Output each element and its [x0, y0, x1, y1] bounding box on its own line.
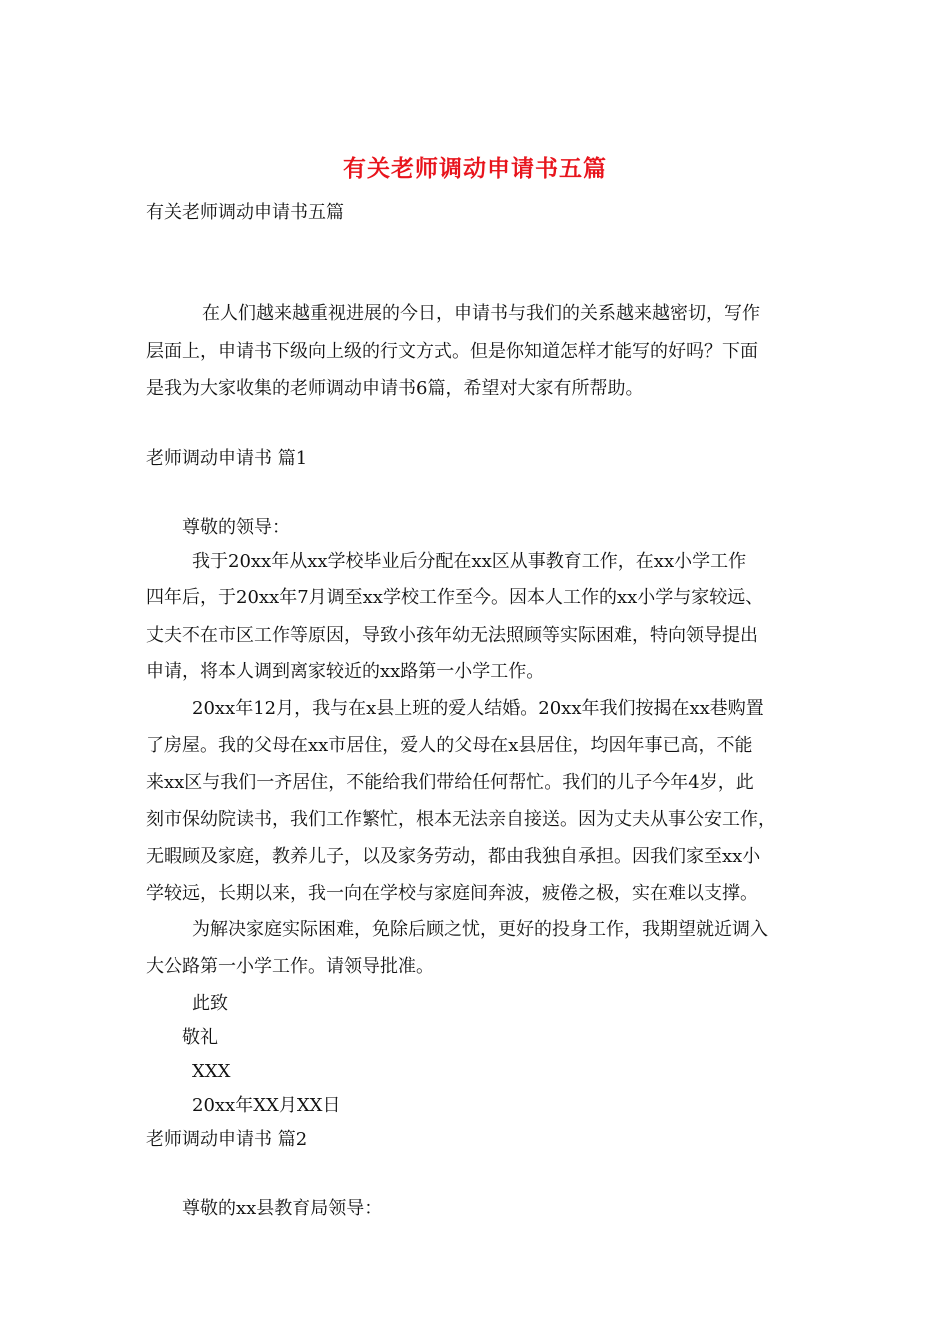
section1-para2-line-1: 20xx年12月，我与在x县上班的爱人结婚。20xx年我们按揭在xx巷购置 [192, 698, 764, 719]
section2-salutation: 尊敬的xx县教育局领导： [182, 1198, 383, 1219]
section1-para2-line-4: 刻市保幼院读书，我们工作繁忙，根本无法亲自接送。因为丈夫从事公安工作， [146, 809, 776, 830]
section1-para1-line-3: 丈夫不在市区工作等原因，导致小孩年幼无法照顾等实际困难，特向领导提出 [146, 625, 758, 646]
section1-para2-line-3: 来xx区与我们一齐居住，不能给我们带给任何帮忙。我们的儿子今年4岁，此 [146, 772, 754, 793]
section1-para3-line-2: 大公路第一小学工作。请领导批准。 [146, 956, 434, 977]
section2-heading: 老师调动申请书 篇2 [146, 1129, 308, 1150]
section1-para1-line-2: 四年后，于20xx年7月调至xx学校工作至今。因本人工作的xx小学与家较远、 [146, 587, 764, 608]
section1-salutation: 尊敬的领导： [182, 517, 290, 538]
section1-para2-line-2: 了房屋。我的父母在xx市居住，爱人的父母在x县居住，均因年事已高，不能 [146, 735, 753, 756]
document-title: 有关老师调动申请书五篇 [343, 155, 607, 182]
section1-para3-line-1: 为解决家庭实际困难，免除后顾之忧，更好的投身工作，我期望就近调入 [192, 919, 768, 940]
section1-closing-jingli: 敬礼 [182, 1027, 218, 1048]
intro-line-1: 在人们越来越重视进展的今日，申请书与我们的关系越来越密切，写作 [202, 303, 760, 324]
section1-date: 20xx年XX月XX日 [192, 1095, 341, 1116]
section1-signature: XXX [192, 1061, 231, 1082]
intro-line-3: 是我为大家收集的老师调动申请书6篇，希望对大家有所帮助。 [146, 378, 644, 399]
section1-closing-cizhi: 此致 [192, 993, 228, 1014]
section1-para2-line-6: 学较远，长期以来，我一向在学校与家庭间奔波，疲倦之极，实在难以支撑。 [146, 883, 758, 904]
intro-line-2: 层面上，申请书下级向上级的行文方式。但是你知道怎样才能写的好吗？下面 [146, 341, 758, 362]
section1-para2-line-5: 无暇顾及家庭，教养儿子，以及家务劳动，都由我独自承担。因我们家至xx小 [146, 846, 761, 867]
document-subtitle: 有关老师调动申请书五篇 [146, 202, 344, 223]
section1-para1-line-1: 我于20xx年从xx学校毕业后分配在xx区从事教育工作，在xx小学工作 [192, 551, 747, 572]
section1-heading: 老师调动申请书 篇1 [146, 448, 308, 469]
section1-para1-line-4: 申请，将本人调到离家较近的xx路第一小学工作。 [146, 661, 545, 682]
